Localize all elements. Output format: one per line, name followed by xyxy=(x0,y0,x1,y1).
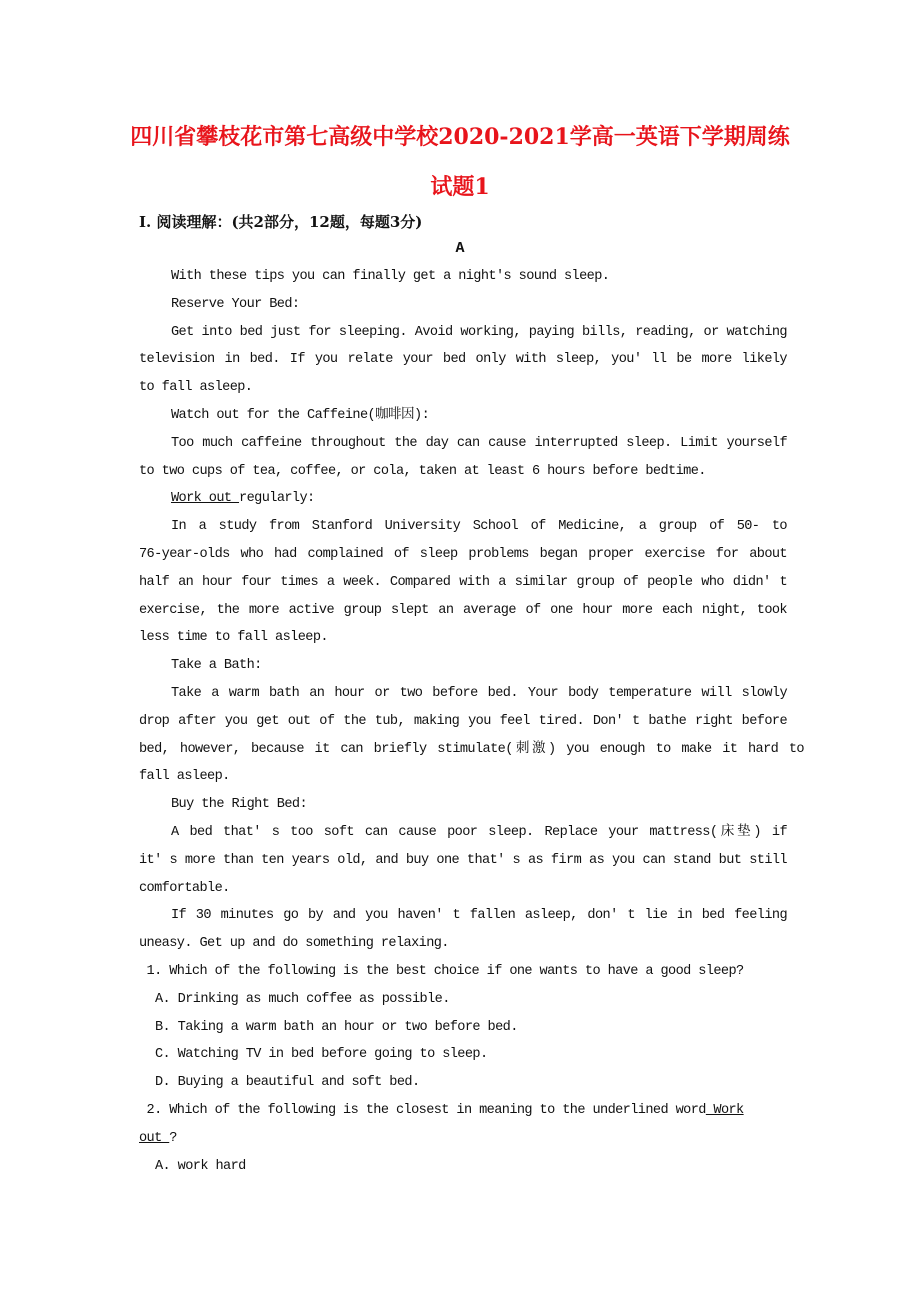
passage-line: it' s more than ten years old, and buy one that' s as firm as you can stand but still xyxy=(139,852,787,868)
question-mark: ? xyxy=(169,1130,177,1146)
question-2-stem-text: 2. Which of the following is the closest in meaning to the underlined word xyxy=(139,1102,706,1118)
passage-line: comfortable. xyxy=(139,880,230,896)
underlined-word-cont: out xyxy=(139,1130,170,1146)
passage-line: Get into bed just for sleeping. Avoid working, paying bills, reading, or watching xyxy=(171,324,787,340)
passage-line: With these tips you can finally get a night's sound sleep. xyxy=(171,269,610,284)
subheading-rest: regularly: xyxy=(239,491,315,507)
section-heading: I. 阅读理解：(共2部分，12题，每题3分) xyxy=(139,213,423,231)
subheading: Take a Bath: xyxy=(171,658,262,674)
passage-line: 76-year-olds who had complained of sleep problems began proper exercise for about xyxy=(139,546,787,562)
question-1-option-c: C. Watching TV in bed before going to sleep. xyxy=(155,1047,488,1063)
question-1-option-b: B. Taking a warm bath an hour or two before bed. xyxy=(155,1019,518,1035)
underlined-phrase: Work out xyxy=(171,491,240,507)
underlined-word: Work xyxy=(705,1102,744,1118)
question-1-stem: 1. Which of the following is the best choice if one wants to have a good sleep? xyxy=(139,963,744,979)
document-title-line2: 试题1 xyxy=(430,174,490,200)
subheading: Reserve Your Bed: xyxy=(171,296,300,312)
passage-line: uneasy. Get up and do something relaxing. xyxy=(139,936,449,952)
question-1-option-a: A. Drinking as much coffee as possible. xyxy=(155,991,450,1007)
passage-line: half an hour four times a week. Compared with a similar group of people who didn' t xyxy=(139,574,787,590)
question-1-option-d: D. Buying a beautiful and soft bed. xyxy=(155,1075,420,1091)
passage-line: exercise, the more active group slept an average of one hour more each night, took xyxy=(139,602,787,618)
passage-line: Take a warm bath an hour or two before bed. Your body temperature will slowly xyxy=(171,685,787,701)
document-title: 四川省攀枝花市第七高级中学校2020-2021学高一英语下学期周练 xyxy=(130,124,790,150)
subheading: Buy the Right Bed: xyxy=(171,797,308,813)
passage-line: less time to fall asleep. xyxy=(139,630,328,646)
passage-line: to fall asleep. xyxy=(139,380,253,396)
passage-line: drop after you get out of the tub, making you feel tired. Don' t bathe right before xyxy=(139,713,787,729)
passage-line: If 30 minutes go by and you haven' t fallen asleep, don' t lie in bed feeling xyxy=(171,908,787,924)
question-2-option-a: A. work hard xyxy=(155,1158,246,1174)
passage-line: A bed that' s too soft can cause poor sleep. Replace your mattress(床垫) if xyxy=(171,824,787,840)
passage-line: Too much caffeine throughout the day can cause interrupted sleep. Limit yourself xyxy=(171,435,787,451)
passage-line: fall asleep. xyxy=(139,769,230,785)
question-2-stem xyxy=(139,1097,787,1125)
question-2-stem-line2 xyxy=(139,1125,787,1153)
passage-line: to two cups of tea, coffee, or cola, taken at least 6 hours before bedtime. xyxy=(139,463,706,479)
subheading xyxy=(139,485,787,513)
passage-line: television in bed. If you relate your bed only with sleep, you' ll be more likely xyxy=(139,352,787,368)
passage-line: bed, however, because it can briefly stimulate(刺激) you enough to make it hard to xyxy=(139,741,804,757)
passage-body xyxy=(139,263,804,1180)
passage-label: A xyxy=(455,240,465,257)
subheading: Watch out for the Caffeine(咖啡因): xyxy=(171,407,430,423)
passage-line: In a study from Stanford University School of Medicine, a group of 50- to xyxy=(171,519,787,535)
